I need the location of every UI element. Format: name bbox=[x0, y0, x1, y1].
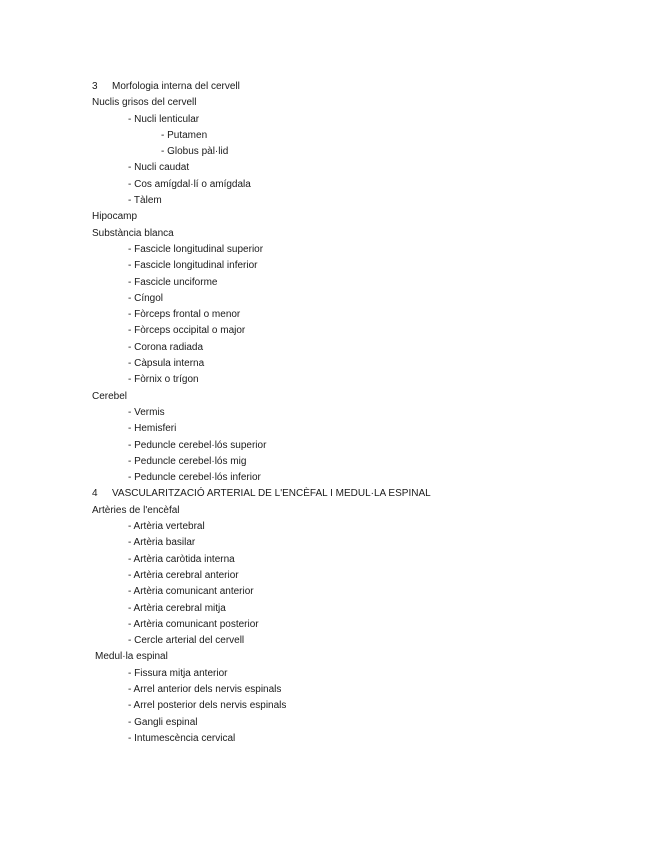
group-heading: Hipocamp bbox=[92, 211, 138, 223]
list-item: - Artèria comunicant posterior bbox=[128, 618, 259, 630]
list-item: - Nucli lenticular bbox=[128, 113, 200, 125]
list-item: - Fascicle longitudinal superior bbox=[128, 243, 264, 255]
list-item: - Cos amígdal·lí o amígdala bbox=[128, 178, 251, 190]
list-item: - Fòrceps occipital o major bbox=[128, 325, 246, 337]
list-item: - Intumescència cervical bbox=[128, 732, 236, 744]
section-heading bbox=[0, 79, 431, 95]
list-item: - Cíngol bbox=[128, 292, 164, 304]
list-item: - Artèria comunicant anterior bbox=[128, 586, 254, 598]
list-item: - Peduncle cerebel·lós mig bbox=[128, 455, 247, 467]
list-item: - Hemisferi bbox=[128, 423, 177, 435]
list-item: - Arrel anterior dels nervis espinals bbox=[128, 683, 282, 695]
group-heading: Medul·la espinal bbox=[95, 651, 168, 663]
list-item: - Globus pàl·lid bbox=[161, 146, 229, 158]
group-heading: Substància blanca bbox=[92, 227, 174, 239]
list-item: - Tàlem bbox=[128, 195, 162, 207]
list-item: - Fòrnix o trígon bbox=[128, 374, 199, 386]
group-heading: Nuclis grisos del cervell bbox=[92, 97, 197, 109]
list-item: - Artèria cerebral mitja bbox=[128, 602, 226, 614]
list-item: - Peduncle cerebel·lós superior bbox=[128, 439, 267, 451]
list-item: - Arrel posterior dels nervis espinals bbox=[128, 700, 287, 712]
list-item: - Fascicle longitudinal inferior bbox=[128, 260, 258, 272]
list-item: - Artèria cerebral anterior bbox=[128, 569, 239, 581]
list-item: - Vermis bbox=[128, 406, 165, 418]
list-item: - Fòrceps frontal o menor bbox=[128, 309, 241, 321]
group-heading: Cerebel bbox=[92, 390, 128, 402]
section-heading bbox=[0, 486, 431, 502]
list-item: - Fascicle unciforme bbox=[128, 276, 218, 288]
section-number: 3 bbox=[92, 81, 98, 92]
list-item: - Artèria basilar bbox=[128, 537, 196, 549]
list-item: - Fissura mitja anterior bbox=[128, 667, 228, 679]
list-item: - Peduncle cerebel·lós inferior bbox=[128, 472, 261, 484]
section-title: Morfologia interna del cervell bbox=[112, 81, 240, 92]
list-item: - Artèria caròtida interna bbox=[128, 553, 235, 565]
list-item: - Càpsula interna bbox=[128, 358, 205, 370]
list-item: - Gangli espinal bbox=[128, 716, 198, 728]
list-item: - Putamen bbox=[161, 129, 208, 141]
list-item: - Nucli caudat bbox=[128, 162, 190, 174]
section-title: VASCULARITZACIÓ ARTERIAL DE L'ENCÈFAL I MEDUL·LA ESPINAL bbox=[112, 488, 431, 500]
list-item: - Cercle arterial del cervell bbox=[128, 635, 245, 647]
outline-list bbox=[0, 79, 431, 747]
list-item: - Corona radiada bbox=[128, 341, 204, 353]
list-item: - Artèria vertebral bbox=[128, 521, 205, 533]
section-number: 4 bbox=[92, 488, 98, 500]
group-heading: Artèries de l'encèfal bbox=[92, 504, 180, 516]
